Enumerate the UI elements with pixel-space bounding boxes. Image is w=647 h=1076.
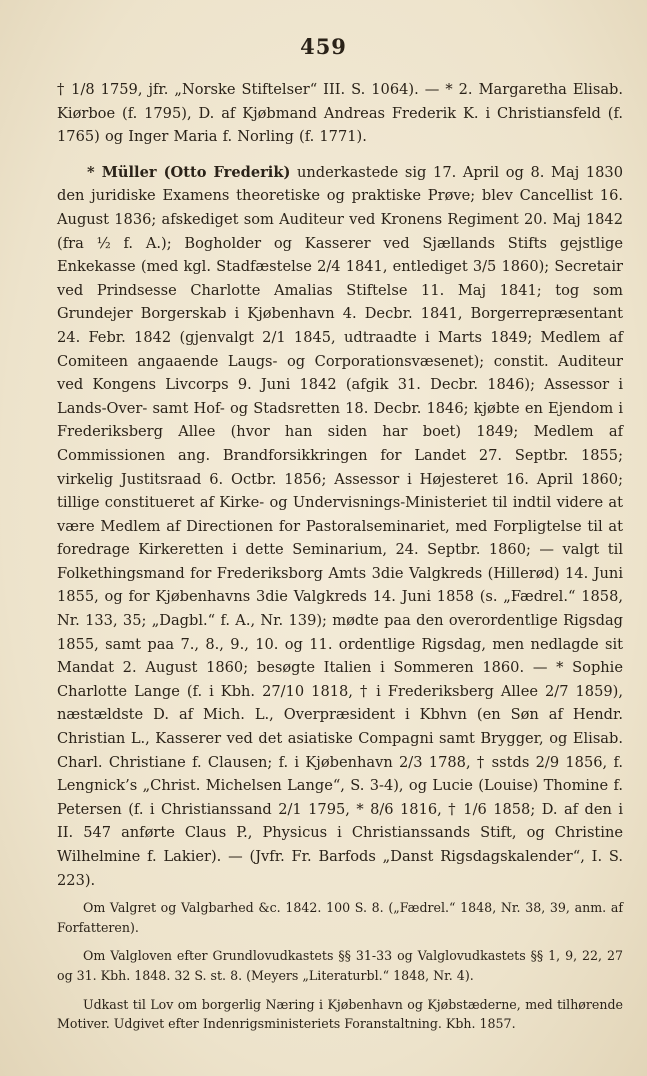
note-item: Udkast til Lov om borgerlig Næring i Kjøbenhavn og Kjøbstæderne, med tilhørende Motiver. Udgivet efter Indenrigsministeriets Foranstaltning. Kbh. 1857. [57,996,623,1032]
entry-muller [57,161,623,892]
note-item: Om Valgloven efter Grundlovudkastets §§ 31-33 og Valglovudkastets §§ 1, 9, 22, 27 og 31. Kbh. 1848. 32 S. st. 8. (Meyers „Literaturbl.“ 1848, Nr. 4). [57,948,623,983]
entry-muller-name: * Müller (Otto Frederik) [87,163,291,181]
entry-continuation-text: † 1/8 1759, jfr. „Norske Stiftelser“ III. S. 1064). — * 2. Margaretha Elisab. Kiørboe (f. 1795), D. af Kjøbmand Andreas Frederik K. i Christiansfeld (f. 1765) og Inger Maria f. Norling (f. 1771). [57,81,623,146]
page-number: 459 [300,34,347,59]
note-item: Om Valgret og Valgbarhed &c. 1842. 100 S. 8. („Fædrel.“ 1848, Nr. 38, 39, anm. af Forfatteren). [57,900,623,935]
entry-continuation [57,78,623,149]
bibliography-notes [57,898,623,1034]
entry-muller-body: underkastede sig 17. April og 8. Maj 1830 den juridiske Examens theoretiske og praktiske Prøve; blev Cancellist 16. August 1836; afskediget som Auditeur ved Kronens Regiment 20. Maj 1842 (fra ½ f. A.); Bogholder og Kasserer ved Sjællands Stifts gejstlige Enkekasse (med kgl. Stadfæstelse 2/4 1841, entlediget 3/5 1860); Secretair ved Prindsesse Charlotte Amalias Stiftelse 11. Maj 1841; tog som Grundejer Borgerskab i Kjøbenhavn 4. Decbr. 1841, Borgerrepræsentant 24. Febr. 1842 (gjenvalgt 2/1 1845, udtraadte i Marts 1849; Medlem af Comiteen angaaende Laugs- og Corporationsvæsenet); constit. Auditeur ved Kongens Livcorps 9. Juni 1842 (afgik 31. Decbr. 1846); Assessor i Lands-Over- samt Hof- og Stadsretten 18. Decbr. 1846; kjøbte en Ejendom i Frederiksberg Allee (hvor han siden har boet) 1849; Medlem af Commissionen ang. Brandforsikkringen for Landet 27. Septbr. 1855; virkelig Justitsraad 6. Octbr. 1856; Assessor i Højesteret 16. April 1860; tillige constitueret af Kirke- og Undervisnings-Ministeriet til indtil videre at være Medlem af Directionen for Pastoralseminariet, med Forpligtelse til at foredrage Kirkeretten i dette Seminarium, 24. Septbr. 1860; — valgt til Folkethingsmand for Frederiksborg Amts 3die Valgkreds (Hillerød) 14. Juni 1855, og for Kjøbenhavns 3die Valgkreds 14. Juni 1858 (s. „Fædrel.“ 1858, Nr. 133, 35; „Dagbl.“ f. A., Nr. 139); mødte paa den overordentlige Rigsdag 1855, samt paa 7., 8., 9., 10. og 11. ordentlige Rigsdag, men nedlagde sit Mandat 2. August 1860; besøgte Italien i Sommeren 1860. — * Sophie Charlotte Lange (f. i Kbh. 27/10 1818, † i Frederiksberg Allee 2/7 1859), næstældste D. af Mich. L., Overpræsident i Kbhvn (en Søn af Hendr. Christian L., Kasserer ved det asiatiske Compagni samt Brygger, og Elisab. Charl. Christiane f. Clausen; f. i Kjøbenhavn 2/3 1788, † sstds 2/9 1856, f. Lengnick’s „Christ. Michelsen Lange“, S. 3-4), og Lucie (Louise) Thomine f. Petersen (f. i Christianssand 2/1 1795, * 8/6 1816, † 1/6 1858; D. af den i II. 547 anførte Claus P., Physicus i Christianssands Stift, og Christine Wilhelmine f. Lakier). — (Jvfr. Fr. Barfods „Danst Rigsdagskalender“, I. S. 223). [57,163,623,889]
page-body [57,78,623,1034]
entry-muller-text [57,161,623,892]
